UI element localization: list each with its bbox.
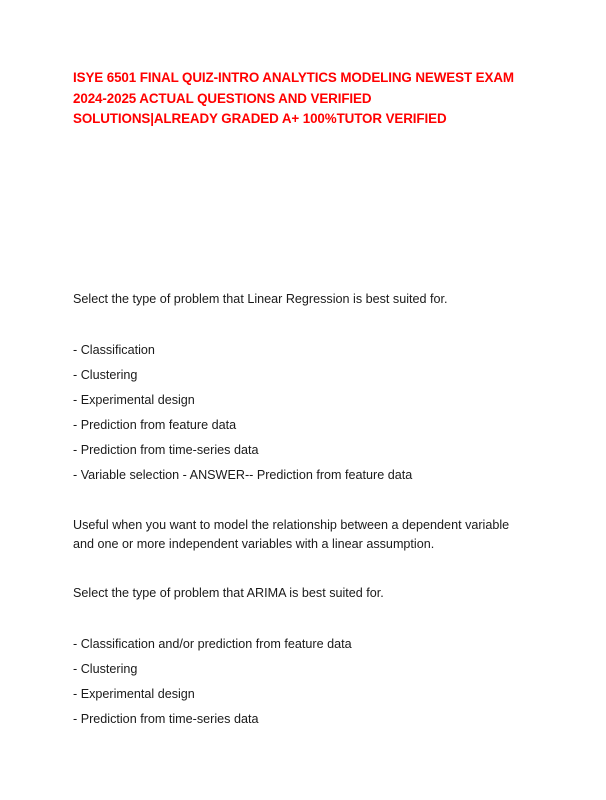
question-1-explanation-line-2: and one or more independent variables with a linear assumption. [73,537,435,551]
question-1-option-variable-selection-answer: - Variable selection - ANSWER-- Prediction from feature data [73,468,413,482]
title-line-3: SOLUTIONS|ALREADY GRADED A+ 100%TUTOR VERIFIED [73,111,447,126]
question-2-option-experimental-design: - Experimental design [73,687,195,701]
question-1-option-clustering: - Clustering [73,368,138,382]
title-line-2: 2024-2025 ACTUAL QUESTIONS AND VERIFIED [73,90,372,106]
title-line-1: ISYE 6501 FINAL QUIZ-INTRO ANALYTICS MODELING NEWEST EXAM [73,70,514,85]
question-1-explanation-line-1: Useful when you want to model the relationship between a dependent variable [73,518,510,532]
question-1-option-experimental-design: - Experimental design [73,393,195,407]
question-2-prompt: Select the type of problem that ARIMA is best suited for. [73,586,384,600]
question-2-option-classification-prediction: - Classification and/or prediction from feature data [73,637,352,651]
question-1-option-prediction-time-series: - Prediction from time-series data [73,443,259,457]
document-title [73,68,543,130]
question-2-option-clustering: - Clustering [73,662,138,676]
question-1-option-classification: - Classification [73,343,155,357]
question-1-option-prediction-feature: - Prediction from feature data [73,418,237,432]
question-2-option-prediction-time-series: - Prediction from time-series data [73,712,259,726]
question-1-prompt: Select the type of problem that Linear Regression is best suited for. [73,292,448,306]
